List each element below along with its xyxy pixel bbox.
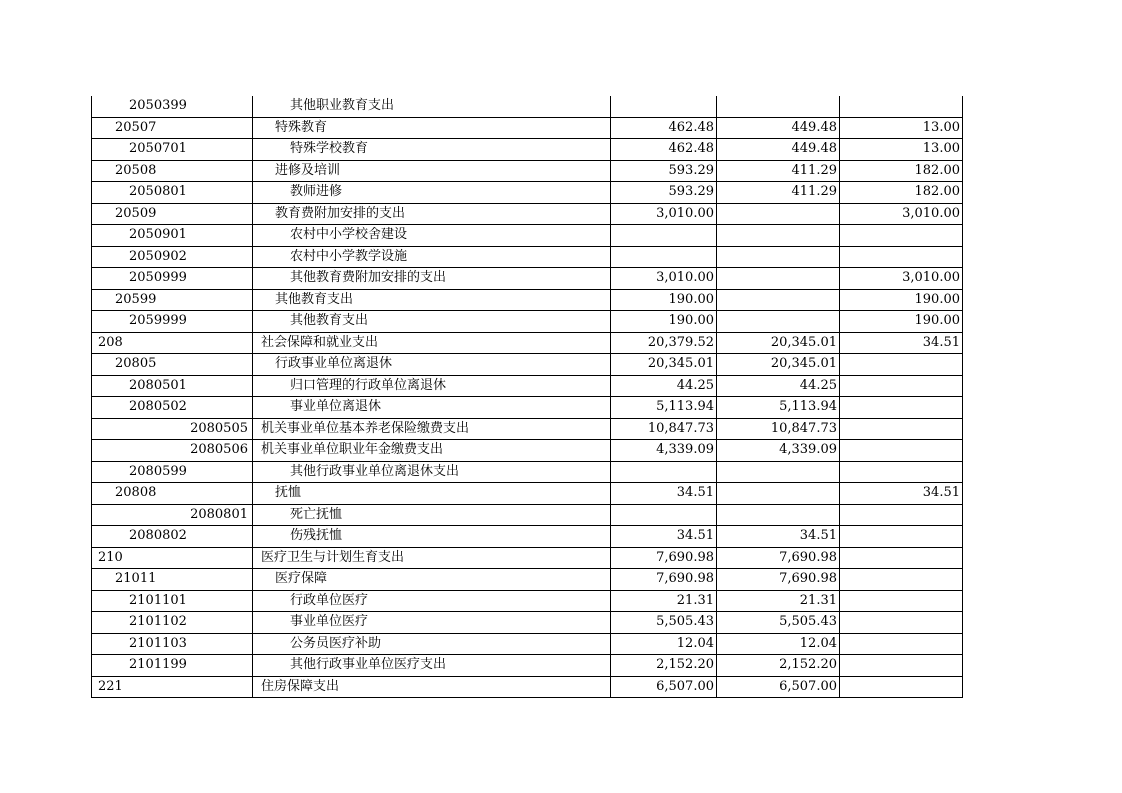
subject-code-cell: 20808: [92, 483, 253, 505]
subject-name-cell: 社会保障和就业支出: [253, 332, 611, 354]
basic-expenditure-cell: 449.48: [717, 139, 840, 161]
total-amount-cell: 2,152.20: [611, 655, 717, 677]
table-row: [92, 225, 963, 247]
table-row: [92, 375, 963, 397]
table-row: [92, 117, 963, 139]
basic-expenditure-cell: [717, 268, 840, 290]
subject-name-cell: 其他教育支出: [253, 311, 611, 333]
table-row: [92, 311, 963, 333]
subject-code-cell: 2080502: [92, 397, 253, 419]
subject-name-cell: 农村中小学校舍建设: [253, 225, 611, 247]
subject-name-cell: 进修及培训: [253, 160, 611, 182]
total-amount-cell: 5,113.94: [611, 397, 717, 419]
basic-expenditure-cell: [717, 96, 840, 117]
subject-name-cell: 其他教育支出: [253, 289, 611, 311]
total-amount-cell: 12.04: [611, 633, 717, 655]
basic-expenditure-cell: 12.04: [717, 633, 840, 655]
project-expenditure-cell: [840, 504, 963, 526]
total-amount-cell: 190.00: [611, 311, 717, 333]
subject-code-cell: 2059999: [92, 311, 253, 333]
table-row: [92, 676, 963, 698]
table-row: [92, 483, 963, 505]
total-amount-cell: 462.48: [611, 117, 717, 139]
total-amount-cell: 3,010.00: [611, 203, 717, 225]
table-row: [92, 289, 963, 311]
subject-name-cell: 医疗保障: [253, 569, 611, 591]
total-amount-cell: 20,345.01: [611, 354, 717, 376]
subject-name-cell: 教师进修: [253, 182, 611, 204]
basic-expenditure-cell: [717, 225, 840, 247]
table-row: [92, 332, 963, 354]
total-amount-cell: [611, 504, 717, 526]
subject-name-cell: 机关事业单位职业年金缴费支出: [253, 440, 611, 462]
project-expenditure-cell: [840, 526, 963, 548]
total-amount-cell: 190.00: [611, 289, 717, 311]
project-expenditure-cell: [840, 590, 963, 612]
subject-code-cell: 2101101: [92, 590, 253, 612]
basic-expenditure-cell: 5,113.94: [717, 397, 840, 419]
subject-code-cell: 2050902: [92, 246, 253, 268]
subject-code-cell: 2080801: [92, 504, 253, 526]
project-expenditure-cell: [840, 612, 963, 634]
table-row: [92, 354, 963, 376]
table-row: [92, 461, 963, 483]
total-amount-cell: [611, 246, 717, 268]
table-row: [92, 440, 963, 462]
basic-expenditure-cell: 10,847.73: [717, 418, 840, 440]
table-row: [92, 612, 963, 634]
total-amount-cell: 34.51: [611, 483, 717, 505]
project-expenditure-cell: [840, 547, 963, 569]
subject-name-cell: 死亡抚恤: [253, 504, 611, 526]
subject-name-cell: 其他职业教育支出: [253, 96, 611, 117]
basic-expenditure-cell: [717, 504, 840, 526]
table-row: [92, 418, 963, 440]
basic-expenditure-cell: 20,345.01: [717, 332, 840, 354]
total-amount-cell: 6,507.00: [611, 676, 717, 698]
subject-name-cell: 医疗卫生与计划生育支出: [253, 547, 611, 569]
total-amount-cell: 10,847.73: [611, 418, 717, 440]
project-expenditure-cell: [840, 354, 963, 376]
table-row: [92, 504, 963, 526]
project-expenditure-cell: 182.00: [840, 160, 963, 182]
basic-expenditure-cell: 6,507.00: [717, 676, 840, 698]
project-expenditure-cell: 13.00: [840, 117, 963, 139]
subject-code-cell: 208: [92, 332, 253, 354]
subject-name-cell: 教育费附加安排的支出: [253, 203, 611, 225]
total-amount-cell: [611, 225, 717, 247]
basic-expenditure-cell: 34.51: [717, 526, 840, 548]
project-expenditure-cell: [840, 461, 963, 483]
subject-name-cell: 公务员医疗补助: [253, 633, 611, 655]
subject-code-cell: 2050901: [92, 225, 253, 247]
subject-code-cell: 2050701: [92, 139, 253, 161]
table-row: [92, 139, 963, 161]
basic-expenditure-cell: [717, 203, 840, 225]
subject-name-cell: 机关事业单位基本养老保险缴费支出: [253, 418, 611, 440]
subject-name-cell: 其他教育费附加安排的支出: [253, 268, 611, 290]
subject-code-cell: 2080599: [92, 461, 253, 483]
subject-name-cell: 特殊教育: [253, 117, 611, 139]
table-row: [92, 160, 963, 182]
subject-name-cell: 事业单位离退休: [253, 397, 611, 419]
subject-code-cell: 2050801: [92, 182, 253, 204]
total-amount-cell: 7,690.98: [611, 547, 717, 569]
subject-name-cell: 伤残抚恤: [253, 526, 611, 548]
subject-name-cell: 事业单位医疗: [253, 612, 611, 634]
total-amount-cell: 21.31: [611, 590, 717, 612]
basic-expenditure-cell: 449.48: [717, 117, 840, 139]
project-expenditure-cell: 190.00: [840, 289, 963, 311]
subject-code-cell: 2080506: [92, 440, 253, 462]
basic-expenditure-cell: 21.31: [717, 590, 840, 612]
project-expenditure-cell: [840, 655, 963, 677]
subject-code-cell: 2101102: [92, 612, 253, 634]
table-row: [92, 590, 963, 612]
project-expenditure-cell: [840, 397, 963, 419]
subject-code-cell: 210: [92, 547, 253, 569]
basic-expenditure-cell: [717, 246, 840, 268]
table-body: [92, 96, 963, 698]
project-expenditure-cell: 34.51: [840, 332, 963, 354]
total-amount-cell: 44.25: [611, 375, 717, 397]
total-amount-cell: 4,339.09: [611, 440, 717, 462]
basic-expenditure-cell: 7,690.98: [717, 569, 840, 591]
project-expenditure-cell: [840, 418, 963, 440]
project-expenditure-cell: [840, 633, 963, 655]
table-row: [92, 203, 963, 225]
subject-name-cell: 农村中小学教学设施: [253, 246, 611, 268]
basic-expenditure-cell: [717, 311, 840, 333]
total-amount-cell: 34.51: [611, 526, 717, 548]
subject-code-cell: 2050999: [92, 268, 253, 290]
subject-name-cell: 其他行政事业单位医疗支出: [253, 655, 611, 677]
subject-name-cell: 行政事业单位离退休: [253, 354, 611, 376]
subject-name-cell: 住房保障支出: [253, 676, 611, 698]
project-expenditure-cell: [840, 676, 963, 698]
project-expenditure-cell: [840, 375, 963, 397]
project-expenditure-cell: 3,010.00: [840, 203, 963, 225]
project-expenditure-cell: 190.00: [840, 311, 963, 333]
budget-table: [91, 96, 963, 698]
table-row: [92, 633, 963, 655]
total-amount-cell: [611, 461, 717, 483]
basic-expenditure-cell: 411.29: [717, 182, 840, 204]
subject-code-cell: 2050399: [92, 96, 253, 117]
subject-code-cell: 20599: [92, 289, 253, 311]
total-amount-cell: [611, 96, 717, 117]
basic-expenditure-cell: [717, 461, 840, 483]
basic-expenditure-cell: 5,505.43: [717, 612, 840, 634]
subject-name-cell: 特殊学校教育: [253, 139, 611, 161]
project-expenditure-cell: [840, 225, 963, 247]
total-amount-cell: 593.29: [611, 160, 717, 182]
basic-expenditure-cell: 411.29: [717, 160, 840, 182]
basic-expenditure-cell: [717, 289, 840, 311]
project-expenditure-cell: 34.51: [840, 483, 963, 505]
total-amount-cell: 5,505.43: [611, 612, 717, 634]
total-amount-cell: 593.29: [611, 182, 717, 204]
basic-expenditure-cell: 7,690.98: [717, 547, 840, 569]
table-row: [92, 526, 963, 548]
table-row: [92, 569, 963, 591]
table-row: [92, 397, 963, 419]
subject-name-cell: 行政单位医疗: [253, 590, 611, 612]
subject-code-cell: 20507: [92, 117, 253, 139]
subject-code-cell: 221: [92, 676, 253, 698]
total-amount-cell: 462.48: [611, 139, 717, 161]
table-row: [92, 182, 963, 204]
subject-name-cell: 归口管理的行政单位离退休: [253, 375, 611, 397]
project-expenditure-cell: [840, 569, 963, 591]
project-expenditure-cell: [840, 96, 963, 117]
subject-code-cell: 2101103: [92, 633, 253, 655]
table-row: [92, 268, 963, 290]
table-row: [92, 655, 963, 677]
table-row: [92, 96, 963, 117]
subject-code-cell: 2101199: [92, 655, 253, 677]
subject-code-cell: 20509: [92, 203, 253, 225]
subject-code-cell: 20805: [92, 354, 253, 376]
total-amount-cell: 20,379.52: [611, 332, 717, 354]
table-row: [92, 547, 963, 569]
subject-code-cell: 2080501: [92, 375, 253, 397]
basic-expenditure-cell: 2,152.20: [717, 655, 840, 677]
subject-code-cell: 2080802: [92, 526, 253, 548]
basic-expenditure-cell: 20,345.01: [717, 354, 840, 376]
total-amount-cell: 3,010.00: [611, 268, 717, 290]
basic-expenditure-cell: [717, 483, 840, 505]
project-expenditure-cell: [840, 246, 963, 268]
total-amount-cell: 7,690.98: [611, 569, 717, 591]
subject-name-cell: 其他行政事业单位离退休支出: [253, 461, 611, 483]
project-expenditure-cell: 3,010.00: [840, 268, 963, 290]
project-expenditure-cell: [840, 440, 963, 462]
project-expenditure-cell: 182.00: [840, 182, 963, 204]
subject-code-cell: 20508: [92, 160, 253, 182]
basic-expenditure-cell: 44.25: [717, 375, 840, 397]
subject-code-cell: 2080505: [92, 418, 253, 440]
basic-expenditure-cell: 4,339.09: [717, 440, 840, 462]
table-row: [92, 246, 963, 268]
subject-name-cell: 抚恤: [253, 483, 611, 505]
subject-code-cell: 21011: [92, 569, 253, 591]
project-expenditure-cell: 13.00: [840, 139, 963, 161]
